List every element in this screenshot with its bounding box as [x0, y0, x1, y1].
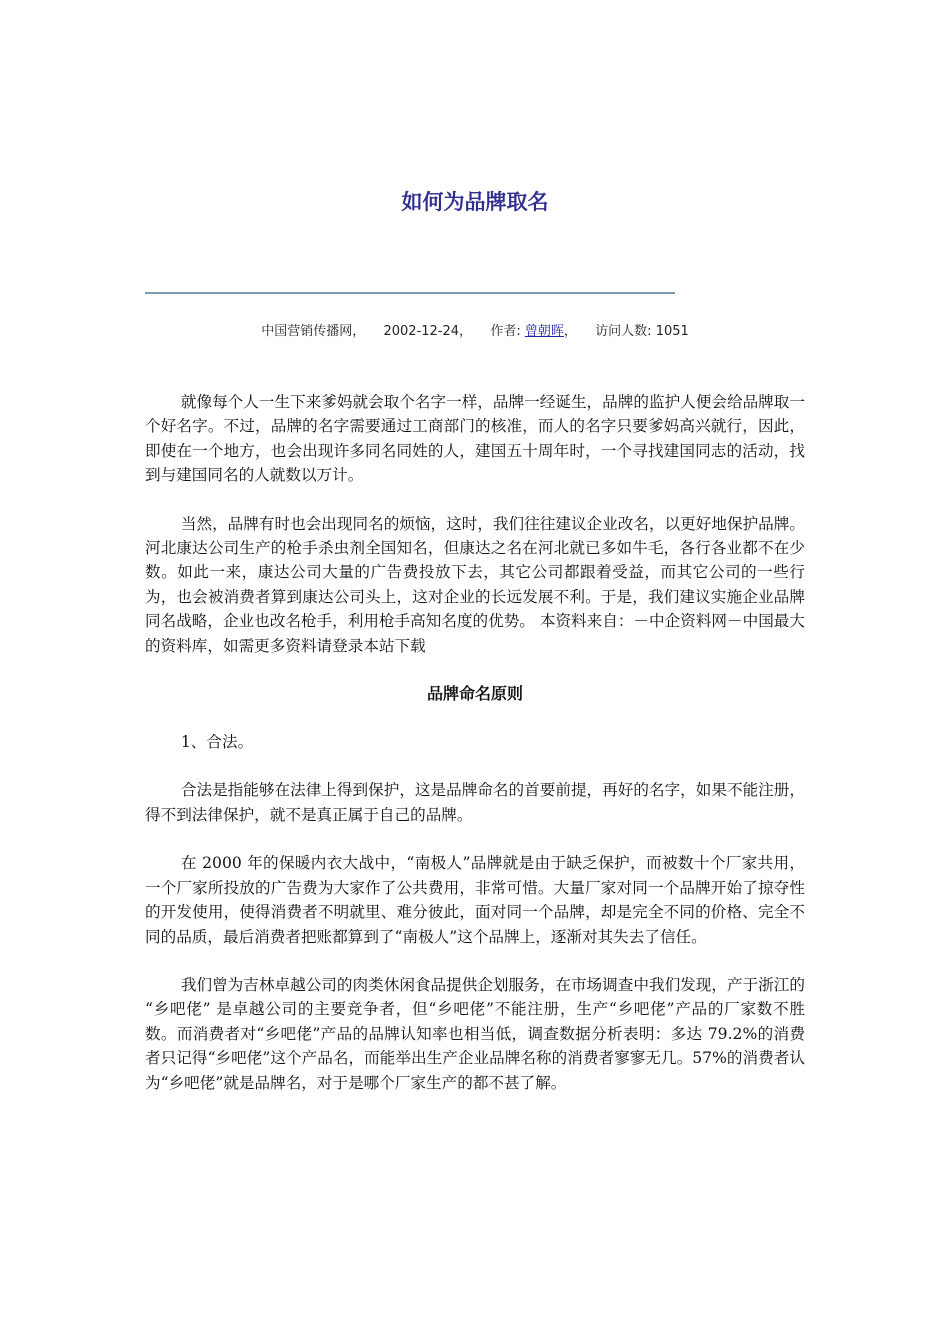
- meta-visits-label: 访问人数:: [595, 324, 652, 339]
- article-meta: [0, 320, 950, 339]
- meta-date: 2002-12-24，: [383, 324, 473, 339]
- document-title: 如何为品牌取名: [401, 190, 549, 214]
- title-divider: [145, 292, 675, 294]
- paragraph: 就像每个人一生下来爹妈就会取个名字一样，品牌一经诞生，品牌的监护人便会给品牌取一个好名字。不过，品牌的名字需要通过工商部门的核准，而人的名字只要爹妈高兴就行，因此，即使在一个地方，也会出现许多同名同姓的人，建国五十周年时，一个寻找建国同志的活动，找到与建国同名的人就数以万计。: [145, 393, 805, 485]
- meta-source: 中国营销传播网，: [261, 324, 366, 339]
- author-link[interactable]: 曾朝晖: [524, 324, 564, 339]
- section-heading: 品牌命名原则: [426, 684, 523, 704]
- paragraph: 在 2000 年的保暖内衣大战中，“南极人”品牌就是由于缺乏保护，而被数十个厂家共用，一个厂家所投放的广告费为大家作了公共费用，非常可惜。大量厂家对同一个品牌开始了掠夺性的开发使用，使得消费者不明就里、难分彼此，面对同一个品牌，却是完全不同的价格、完全不同的品质，最后消费者把账都算到了“南极人”这个品牌上，逐渐对其失去了信任。: [145, 854, 805, 946]
- meta-author-label: 作者:: [490, 324, 521, 339]
- paragraph: 我们曾为吉林卓越公司的肉类休闲食品提供企划服务，在市场调查中我们发现，产于浙江的 “乡吧佬” 是卓越公司的主要竞争者，但“乡吧佬”不能注册，生产“乡吧佬”产品的厂家数不胜数。而消费者对“乡吧佬”产品的品牌认知率也相当低，调查数据分析表明：多达 79.2%的消费者只记得“乡吧佬”这个产品名，而能举出生产企业品牌名称的消费者寥寥无几。57%的消费者认为“乡吧佬”就是品牌名，对于是哪个厂家生产的都不甚了解。: [145, 975, 805, 1092]
- list-item-heading: 1、合法。: [180, 733, 254, 752]
- paragraph: 当然，品牌有时也会出现同名的烦恼，这时，我们往往建议企业改名，以更好地保护品牌。河北康达公司生产的枪手杀虫剂全国知名，但康达之名在河北就已多如牛毛，各行各业都不在少数。如此一来，康达公司大量的广告费投放下去，其它公司都跟着受益，而其它公司的一些行为，也会被消费者算到康达公司头上，这对企业的长远发展不利。于是，我们建议实施企业品牌同名战略，企业也改名枪手，利用枪手高知名度的优势。 本资料来自：－中企资料网－中国最大的资料库，如需更多资料请登录本站下载: [145, 514, 805, 655]
- meta-visits-count: 1051: [655, 324, 689, 339]
- paragraph: 合法是指能够在法律上得到保护，这是品牌命名的首要前提，再好的名字，如果不能注册，得不到法律保护，就不是真正属于自己的品牌。: [145, 781, 805, 824]
- meta-author-sep: ，: [563, 324, 577, 339]
- article-body: [145, 390, 805, 1119]
